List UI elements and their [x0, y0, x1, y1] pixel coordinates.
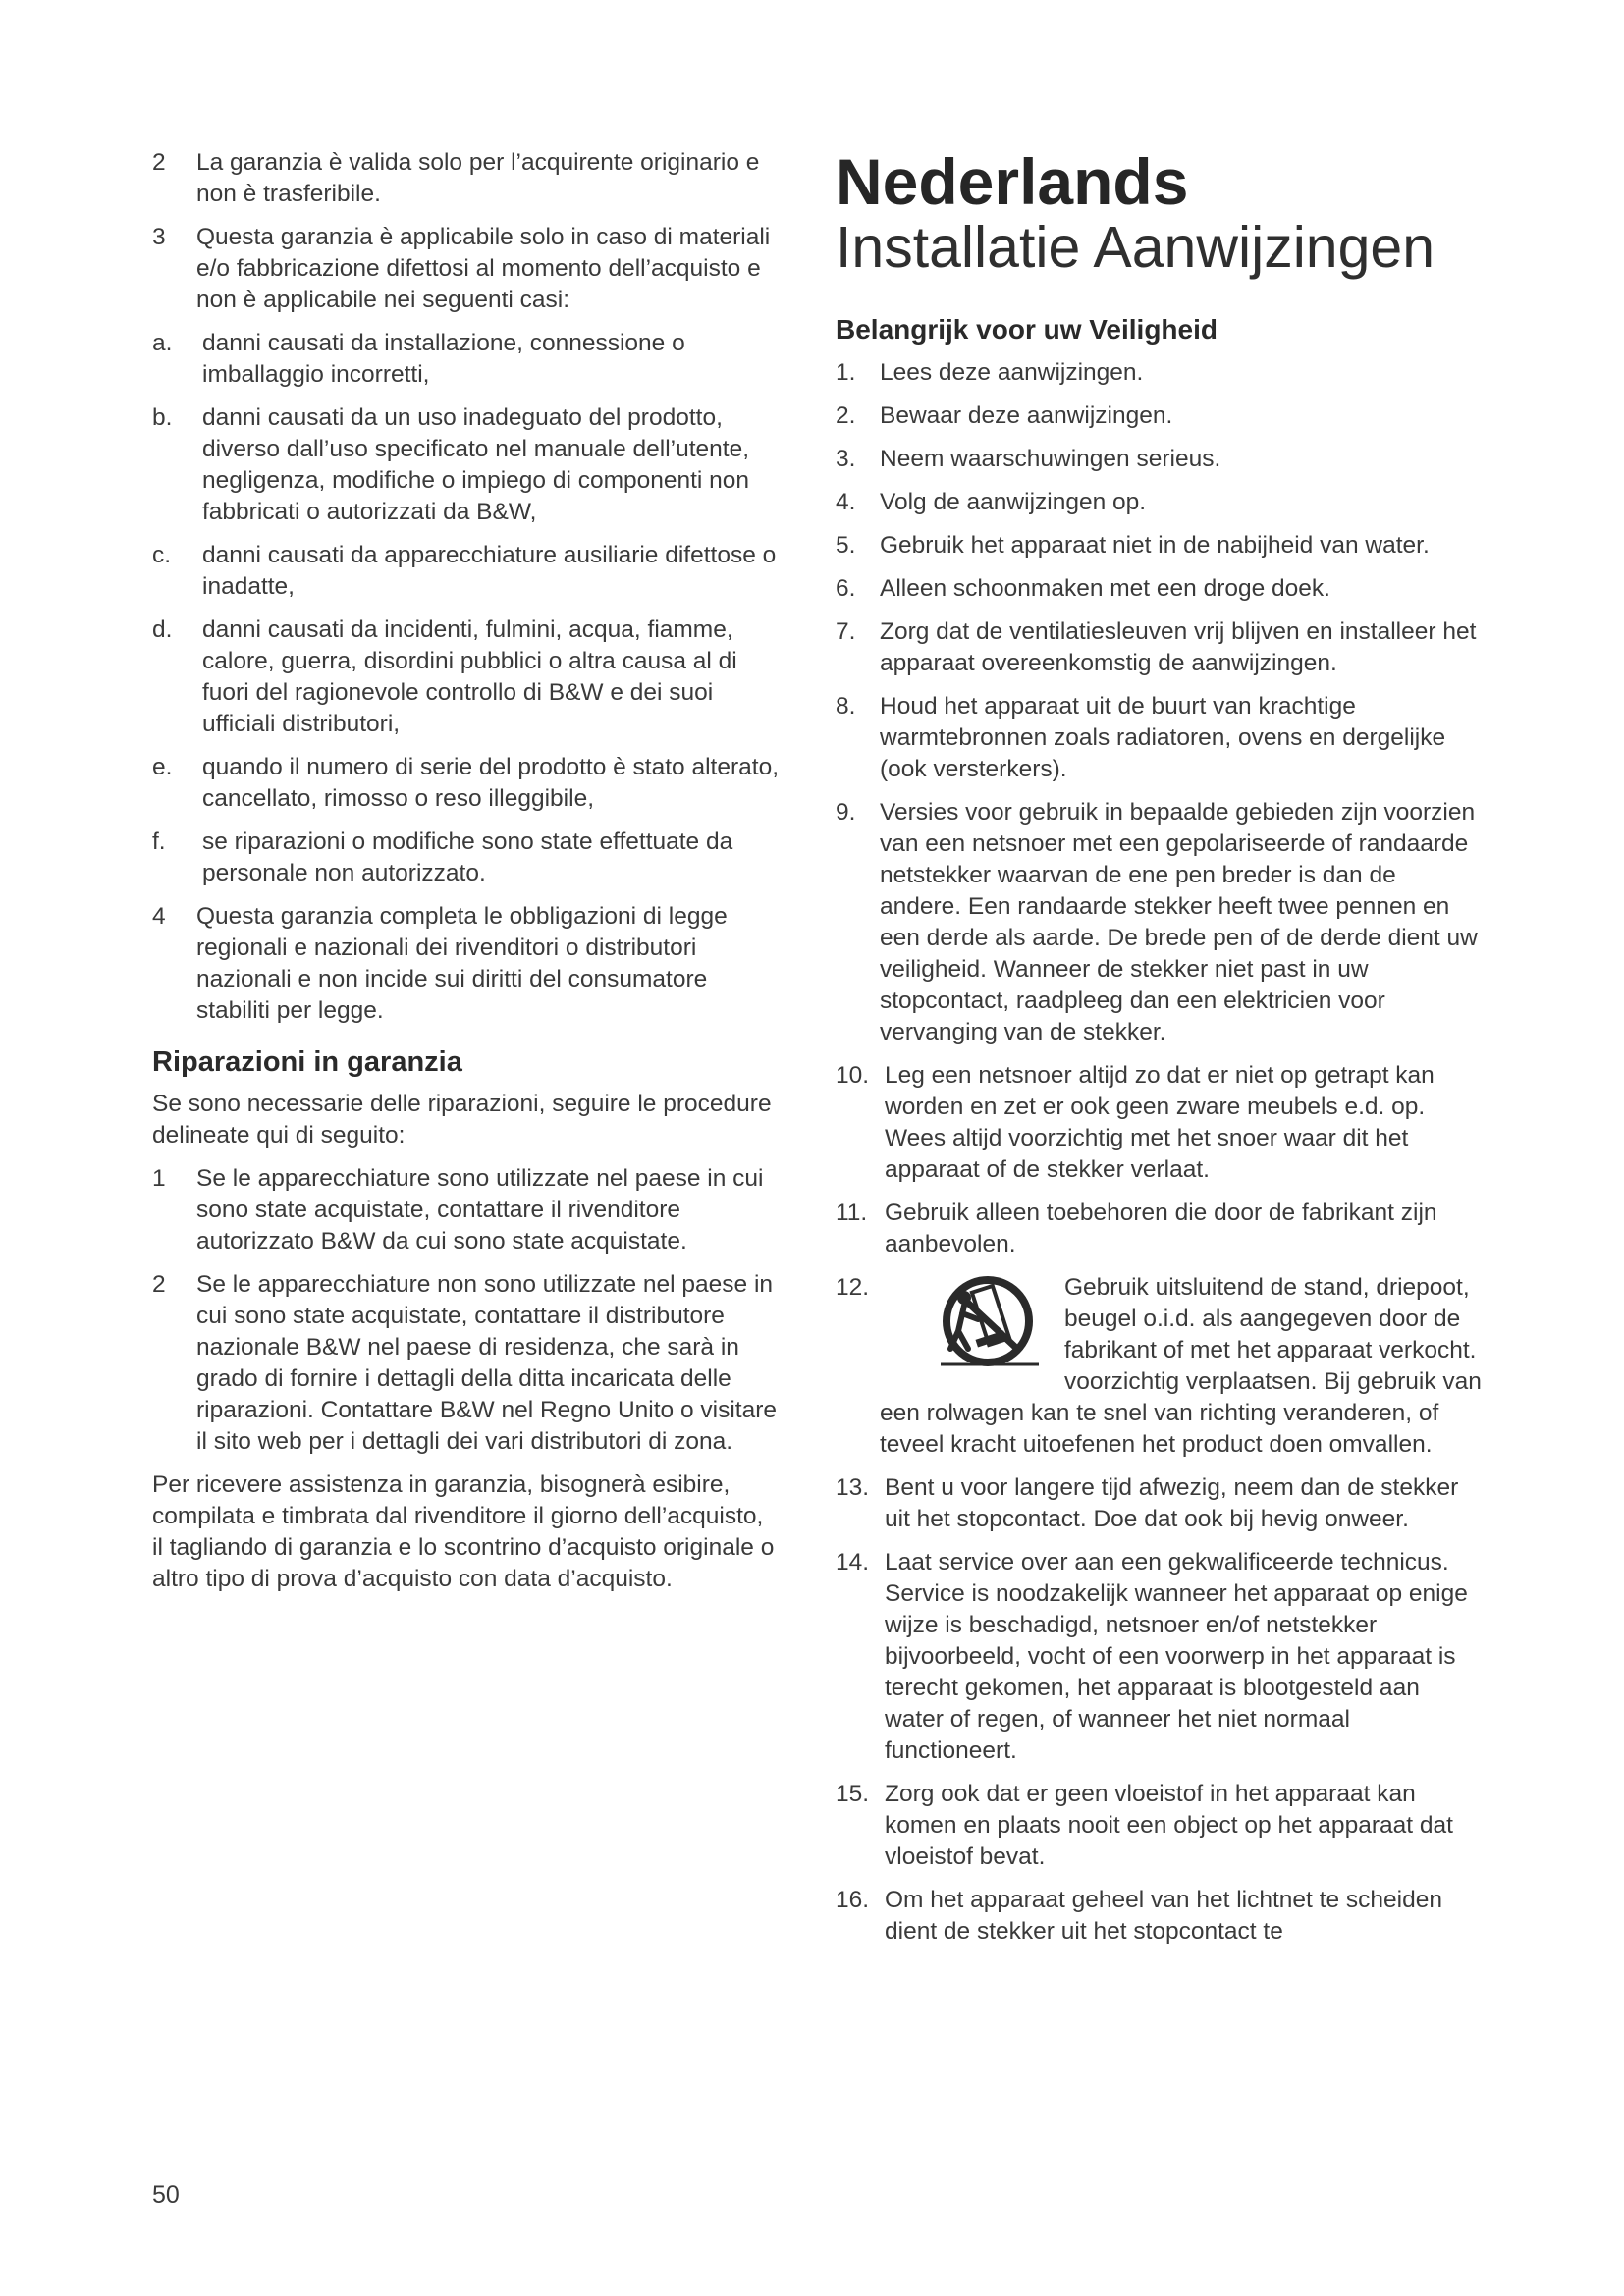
item-number: 16.	[836, 1887, 870, 1913]
item-text: Zorg dat de ventilatiesleuven vrij blijven en installeer het apparaat overeenkomstig de aanwijzingen.	[880, 618, 1477, 676]
item-text: danni causati da apparecchiature ausiliarie difettose o inadatte,	[202, 542, 777, 600]
list-item	[152, 1269, 781, 1458]
list-item	[836, 530, 1484, 561]
item-text: danni causati da incidenti, fulmini, acqua, fiamme, calore, guerra, disordini pubblici o altra causa al di fuori del ragionevole controllo di B&W e dei suoi ufficiali distributori,	[202, 616, 737, 737]
item-number: a.	[152, 330, 173, 356]
item-text: Gebruik het apparaat niet in de nabijheid van water.	[880, 532, 1430, 559]
item-number: 3.	[836, 446, 856, 472]
item-text: Alleen schoonmaken met een droge doek.	[880, 575, 1330, 602]
item-text: Questa garanzia è applicabile solo in caso di materiali e/o fabbricazione difettosi al momento dell’acquisto e non è applicabile nei seguenti casi:	[196, 224, 771, 313]
list-item	[152, 614, 781, 740]
item-text: Volg de aanwijzingen op.	[880, 489, 1147, 515]
safety-heading: Belangrijk voor uw Veiligheid	[836, 314, 1218, 345]
item-number: 2	[152, 149, 166, 176]
item-number: 4.	[836, 489, 856, 515]
list-item	[836, 616, 1484, 679]
item-text: Om het apparaat geheel van het lichtnet te scheiden dient de stekker uit het stopcontact te	[885, 1887, 1442, 1945]
item-text: Houd het apparaat uit de buurt van krachtige warmtebronnen zoals radiatoren, ovens en dergelijke (ook versterkers).	[880, 693, 1446, 782]
list-item	[152, 402, 781, 528]
closing-paragraph: Per ricevere assistenza in garanzia, bisognerà esibire, compilata e timbrata dal rivenditore il giorno dell’acquisto, il tagliando di garanzia e lo scontrino d’acquisto originale o altro tipo di prova d’acquisto con data d’acquisto.	[152, 1471, 775, 1592]
item-text: danni causati da un uso inadeguato del prodotto, diverso dall’uso specificato nel manuale dell’utente, negligenza, modifiche o impiego di componenti non fabbricati o autorizzati da B&W,	[202, 404, 750, 525]
item-text: danni causati da installazione, connessione o imballaggio incorretti,	[202, 330, 685, 388]
list-item	[152, 222, 781, 316]
item-number: 9.	[836, 799, 856, 826]
list-item	[836, 1885, 1484, 1948]
item-text: Gebruik alleen toebehoren die door de fabrikant zijn aanbevolen.	[885, 1200, 1437, 1257]
list-item	[152, 540, 781, 603]
item-number: 12.	[836, 1274, 870, 1301]
page-title: Installatie Aanwijzingen	[836, 215, 1435, 280]
page-number: 50	[152, 2181, 180, 2209]
item-number: 5.	[836, 532, 856, 559]
item-number: 1	[152, 1165, 166, 1192]
list-item	[836, 444, 1484, 475]
list-item	[836, 400, 1484, 432]
item-text: Se le apparecchiature sono utilizzate nel paese in cui sono state acquistate, contattare il rivenditore autorizzato B&W da cui sono state acquistate.	[196, 1165, 764, 1255]
item-text: Bewaar deze aanwijzingen.	[880, 402, 1173, 429]
item-number: 15.	[836, 1781, 870, 1807]
item-number: c.	[152, 542, 172, 568]
item-number: 7.	[836, 618, 856, 645]
language-title: Nederlands	[836, 145, 1189, 218]
item-number: 14.	[836, 1549, 870, 1575]
item-text: Questa garanzia completa le obbligazioni di legge regionali e nazionali dei rivenditori o distributori nazionali e non incide sui diritti del consumatore stabiliti per legge.	[196, 903, 728, 1024]
list-item	[836, 487, 1484, 518]
item-text: Versies voor gebruik in bepaalde gebieden zijn voorzien van een netsnoer met een gepolariseerde of randaarde netstekker waarvan de ene pen breder is dan de andere. Een randaarde stekker heeft twee pennen en een derde als aarde. De brede pen of de derde dient uw veiligheid. Wanneer de stekker niet past in uw stopcontact, raadpleeg dan een elektricien voor vervanging van de stekker.	[880, 799, 1478, 1045]
item-number: d.	[152, 616, 173, 643]
item-number: 4	[152, 903, 166, 930]
item-text: Leg een netsnoer altijd zo dat er niet op getrapt kan worden en zet er ook geen zware meubels e.d. op. Wees altijd voorzichtig met het snoer waar dit het apparaat of de stekker verlaat.	[885, 1062, 1435, 1183]
item-text: Gebruik uitsluitend de stand, driepoot, beugel o.i.d. als aangegeven door de fabrikant of met het apparaat verkocht. voorzichtig verplaatsen. Bij gebruik van een rolwagen kan te snel van richting veranderen, of teveel kracht uitoefenen het product doen omvallen.	[880, 1274, 1482, 1458]
item-number: 10.	[836, 1062, 870, 1089]
item-number: 11.	[836, 1200, 868, 1226]
item-number: b.	[152, 404, 173, 431]
item-number: 13.	[836, 1474, 870, 1501]
item-text: Se le apparecchiature non sono utilizzate nel paese in cui sono state acquistate, contattare il distributore nazionale B&W nel paese di residenza, che sarà in grado di fornire i dettagli della ditta incaricata delle riparazioni. Contattare B&W nel Regno Unito o visitare il sito web per i dettagli dei vari distributori di zona.	[196, 1271, 778, 1455]
item-number: e.	[152, 754, 173, 780]
item-number: f.	[152, 828, 166, 855]
list-item	[836, 797, 1484, 1048]
list-item	[836, 1472, 1484, 1535]
item-text: La garanzia è valida solo per l’acquirente originario e non è trasferibile.	[196, 149, 760, 207]
item-text: se riparazioni o modifiche sono state effettuate da personale non autorizzato.	[202, 828, 733, 886]
list-item	[152, 1163, 781, 1257]
list-item	[152, 328, 781, 391]
item-number: 2.	[836, 402, 856, 429]
list-item	[152, 901, 781, 1027]
item-text: quando il numero di serie del prodotto è stato alterato, cancellato, rimosso o reso illeggibile,	[202, 754, 780, 812]
list-item	[152, 147, 781, 210]
list-item	[836, 1198, 1484, 1260]
item-text: Lees deze aanwijzingen.	[880, 359, 1144, 386]
left-column	[152, 147, 781, 1607]
repairs-intro: Se sono necessarie delle riparazioni, seguire le procedure delineate qui di seguito:	[152, 1091, 772, 1148]
list-item	[152, 827, 781, 889]
list-item-with-cart-warning	[836, 1272, 1484, 1461]
section-heading-repairs: Riparazioni in garanzia	[152, 1046, 462, 1078]
list-item	[836, 573, 1484, 605]
list-item	[836, 691, 1484, 785]
item-number: 8.	[836, 693, 856, 720]
safety-instructions-list	[836, 357, 1484, 1948]
list-item	[836, 357, 1484, 389]
item-number: 1.	[836, 359, 856, 386]
repairs-list	[152, 1163, 781, 1458]
list-item	[836, 1779, 1484, 1873]
warranty-conditions-list	[152, 147, 781, 1027]
list-item	[152, 752, 781, 815]
list-item	[836, 1060, 1484, 1186]
item-number: 6.	[836, 575, 856, 602]
item-number: 2	[152, 1271, 166, 1298]
item-number: 3	[152, 224, 166, 250]
item-text: Bent u voor langere tijd afwezig, neem dan de stekker uit het stopcontact. Doe dat ook bij hevig onweer.	[885, 1474, 1459, 1532]
list-item	[836, 1547, 1484, 1767]
right-column	[836, 147, 1484, 1959]
item-text: Laat service over aan een gekwalificeerde technicus. Service is noodzakelijk wanneer het apparaat op enige wijze is beschadigd, netsnoer en/of netstekker bijvoorbeeld, vocht of een voorwerp in het apparaat is terecht gekomen, het apparaat is blootgesteld aan water of regen, of wanneer het niet normaal functioneert.	[885, 1549, 1468, 1764]
item-text: Neem waarschuwingen serieus.	[880, 446, 1221, 472]
cart-tip-over-warning-icon	[937, 1274, 1047, 1372]
item-text: Zorg ook dat er geen vloeistof in het apparaat kan komen en plaats nooit een object op het apparaat dat vloeistof bevat.	[885, 1781, 1453, 1870]
